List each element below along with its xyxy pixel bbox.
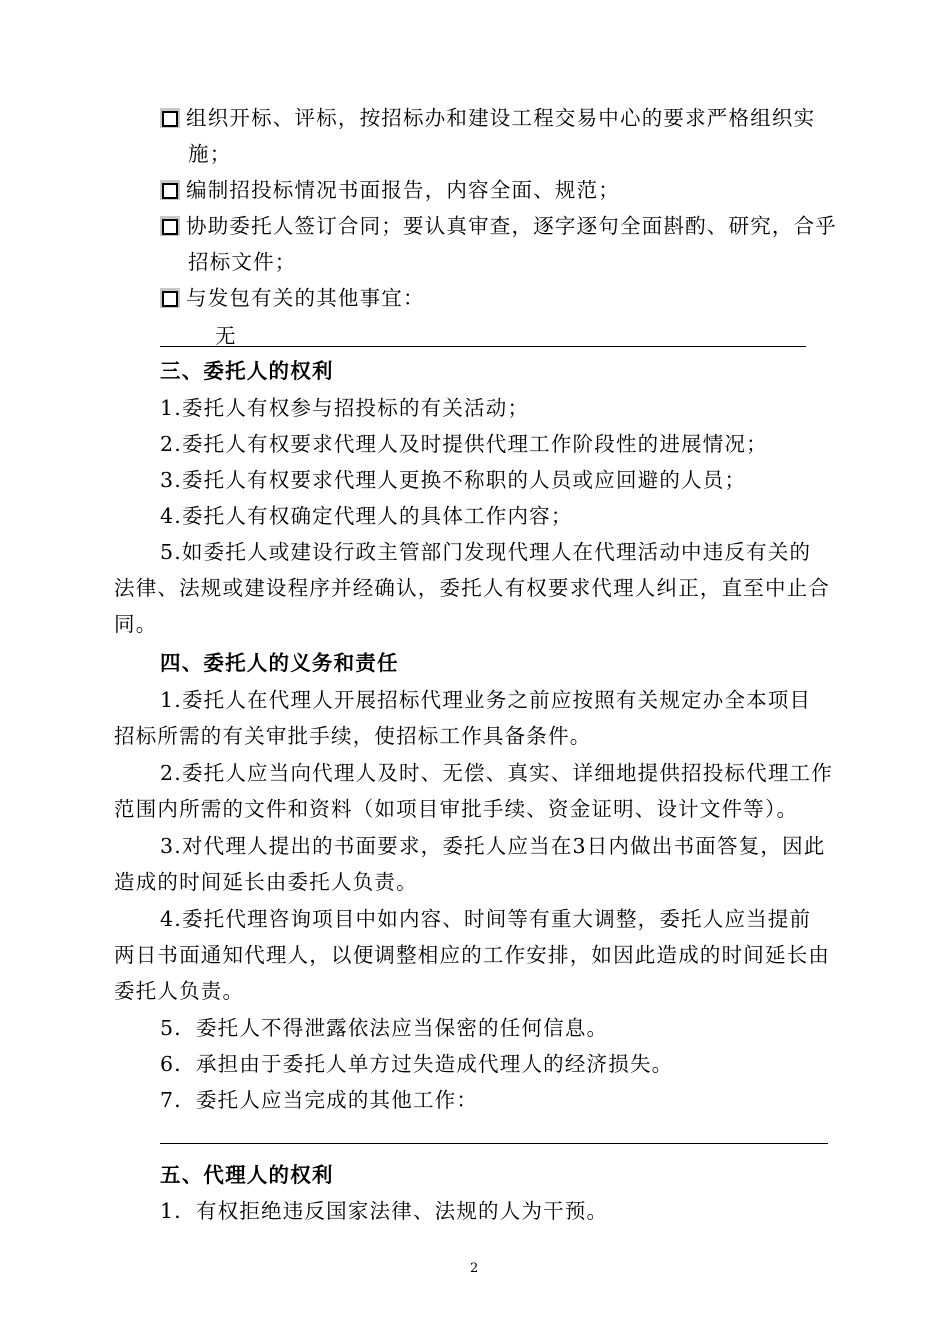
- checkbox-icon[interactable]: [160, 216, 180, 236]
- checklist-item-text: 编制招投标情况书面报告，内容全面、规范；: [186, 178, 620, 202]
- fill-in-underline: [160, 1143, 828, 1144]
- section-4-item-4-line-3: 委托人负责。: [114, 979, 245, 1003]
- section-4-item-6: 6．承担由于委托人单方过失造成代理人的经济损失。: [160, 1052, 674, 1076]
- section-3-item-5-line-2: 法律、法规或建设程序并经确认，委托人有权要求代理人纠正，直至中止合: [114, 576, 831, 600]
- section-4-heading: 四、委托人的义务和责任: [160, 651, 399, 675]
- checklist-item-3: [160, 208, 837, 244]
- page-number: 2: [470, 1261, 479, 1276]
- section-4-item-7: 7．委托人应当完成的其他工作：: [160, 1088, 479, 1112]
- other-matters-value: 无: [215, 324, 237, 348]
- checklist-item-text: 协助委托人签订合同；要认真审查，逐字逐句全面斟酌、研究，合乎: [186, 214, 837, 238]
- section-3-item-3: 3.委托人有权要求代理人更换不称职的人员或应回避的人员；: [160, 468, 747, 492]
- section-3-item-4: 4.委托人有权确定代理人的具体工作内容；: [160, 504, 573, 528]
- checklist-item-text: 与发包有关的其他事宜：: [186, 286, 425, 310]
- section-4-item-2-line-2: 范围内所需的文件和资料（如项目审批手续、资金证明、设计文件等）。: [114, 797, 799, 821]
- section-3-heading: 三、委托人的权利: [160, 359, 334, 383]
- checklist-item-2: [160, 172, 620, 208]
- section-4-item-3-line-1: 3.对代理人提出的书面要求，委托人应当在3日内做出书面答复，因此: [160, 834, 826, 858]
- section-4-item-4-line-2: 两日书面通知代理人，以便调整相应的工作安排，如因此造成的时间延长由: [114, 943, 831, 967]
- section-5-heading: 五、代理人的权利: [160, 1163, 334, 1187]
- checklist-item-text: 组织开标、评标，按招标办和建设工程交易中心的要求严格组织实: [186, 106, 816, 130]
- section-3-item-1: 1.委托人有权参与招投标的有关活动；: [160, 396, 530, 420]
- checklist-item-4: [160, 280, 425, 316]
- section-3-item-2: 2.委托人有权要求代理人及时提供代理工作阶段性的进展情况；: [160, 432, 768, 456]
- section-4-item-4-line-1: 4.委托代理咨询项目中如内容、时间等有重大调整，委托人应当提前: [160, 907, 812, 931]
- section-4-item-2-line-1: 2.委托人应当向代理人及时、无偿、真实、详细地提供招投标代理工作: [160, 761, 833, 785]
- checklist-item-3-cont: 招标文件；: [188, 250, 297, 274]
- checklist-item-1-cont: 施；: [188, 142, 232, 166]
- fill-in-underline: [160, 346, 806, 347]
- checkbox-icon[interactable]: [160, 288, 180, 308]
- checklist-item-1: [160, 100, 815, 136]
- checkbox-icon[interactable]: [160, 180, 180, 200]
- section-4-item-5: 5．委托人不得泄露依法应当保密的任何信息。: [160, 1016, 609, 1040]
- section-3-item-5-line-1: 5.如委托人或建设行政主管部门发现代理人在代理活动中违反有关的: [160, 540, 812, 564]
- checkbox-icon[interactable]: [160, 108, 180, 128]
- section-4-item-3-line-2: 造成的时间延长由委托人负责。: [114, 870, 418, 894]
- section-4-item-1-line-1: 1.委托人在代理人开展招标代理业务之前应按照有关规定办全本项目: [160, 688, 812, 712]
- section-4-item-1-line-2: 招标所需的有关审批手续，使招标工作具备条件。: [114, 724, 592, 748]
- section-3-item-5-line-3: 同。: [114, 612, 158, 636]
- section-5-item-1: 1．有权拒绝违反国家法律、法规的人为干预。: [160, 1199, 609, 1223]
